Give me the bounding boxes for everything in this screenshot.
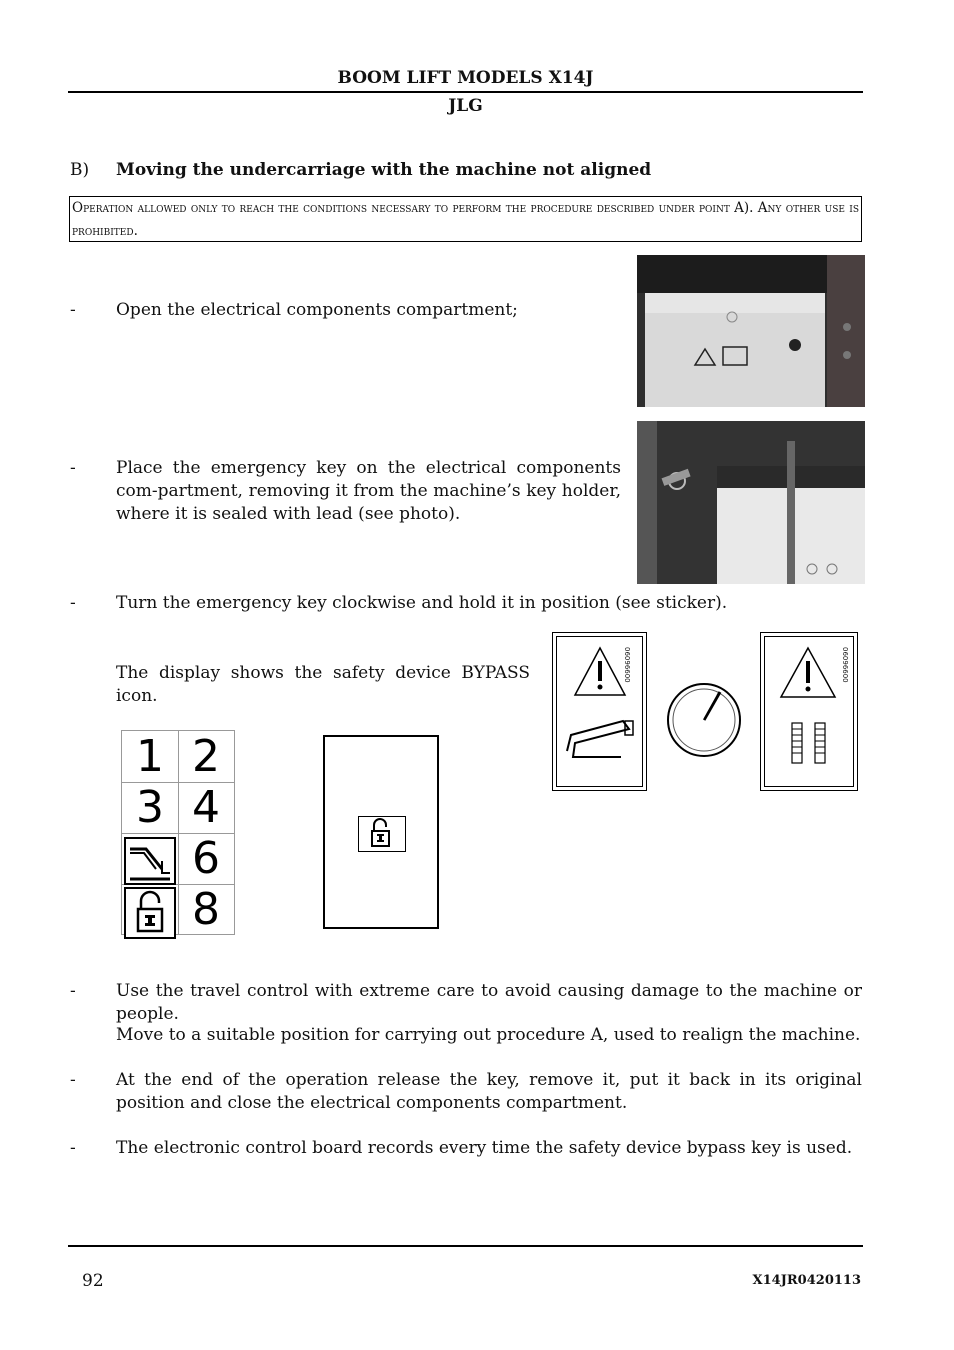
bullet-dash: -: [70, 1070, 76, 1090]
step-display-shows: The display shows the safety device BYPASS icon.: [116, 663, 530, 706]
photo-emergency-key: [637, 421, 865, 584]
sticker-left: [552, 632, 647, 791]
grid-cell-1: 1: [136, 731, 164, 782]
key-dial-icon: [666, 682, 742, 758]
bullet-dash: -: [70, 593, 76, 613]
bypass-lock-icon: [124, 887, 176, 939]
grid-cell-3: 3: [136, 782, 164, 833]
page-number: 92: [82, 1271, 104, 1291]
step-place-key: Place the emergency key on the electrical components com-partment, removing it from the machine’s key holder, where it is sealed with lead (see photo).: [116, 458, 621, 524]
bullet-dash: -: [70, 458, 76, 478]
display-panel: [323, 735, 439, 929]
sticker-left-code: 06096600: [623, 647, 631, 683]
step-move-position: Move to a suitable position for carrying out procedure A, used to realign the machine.: [116, 1025, 861, 1045]
header-title: BOOM LIFT MODELS X14J: [337, 68, 594, 88]
header-brand: JLG: [448, 96, 483, 116]
step-turn-key: Turn the emergency key clockwise and hold it in position (see sticker).: [116, 593, 728, 613]
grid-cell-4: 4: [192, 782, 220, 833]
bullet-dash: -: [70, 981, 76, 1001]
photo-electrical-compartment: [637, 255, 865, 407]
warning-text: Operation allowed only to reach the conditions necessary to perform the procedure described under point A). Any other use is prohibited.: [72, 200, 859, 239]
boom-icon: [124, 837, 176, 885]
step-open-compartment: Open the electrical components compartment;: [116, 300, 518, 320]
display-grid: [121, 730, 235, 935]
section-label: B): [70, 160, 90, 180]
step-records: The electronic control board records every time the safety device bypass key is used.: [116, 1138, 853, 1158]
header-rule: [68, 91, 863, 93]
warning-box: [69, 196, 862, 242]
doc-code: X14JR0420113: [752, 1273, 861, 1288]
bullet-dash: -: [70, 1138, 76, 1158]
grid-cell-8: 8: [192, 884, 220, 935]
step-release-key: At the end of the operation release the key, remove it, put it back in its original position and close the electrical components compartment.: [116, 1070, 862, 1113]
step-travel-control: Use the travel control with extreme care to avoid causing damage to the machine or people.: [116, 981, 862, 1024]
grid-cell-6: 6: [192, 833, 220, 884]
bullet-dash: -: [70, 300, 76, 320]
sticker-right-code: 06096600: [841, 647, 849, 683]
sticker-right: [760, 632, 858, 791]
section-title: Moving the undercarriage with the machine not aligned: [116, 160, 652, 180]
footer-rule: [68, 1245, 863, 1247]
grid-cell-2: 2: [192, 731, 220, 782]
display-lock-icon: [358, 816, 406, 852]
